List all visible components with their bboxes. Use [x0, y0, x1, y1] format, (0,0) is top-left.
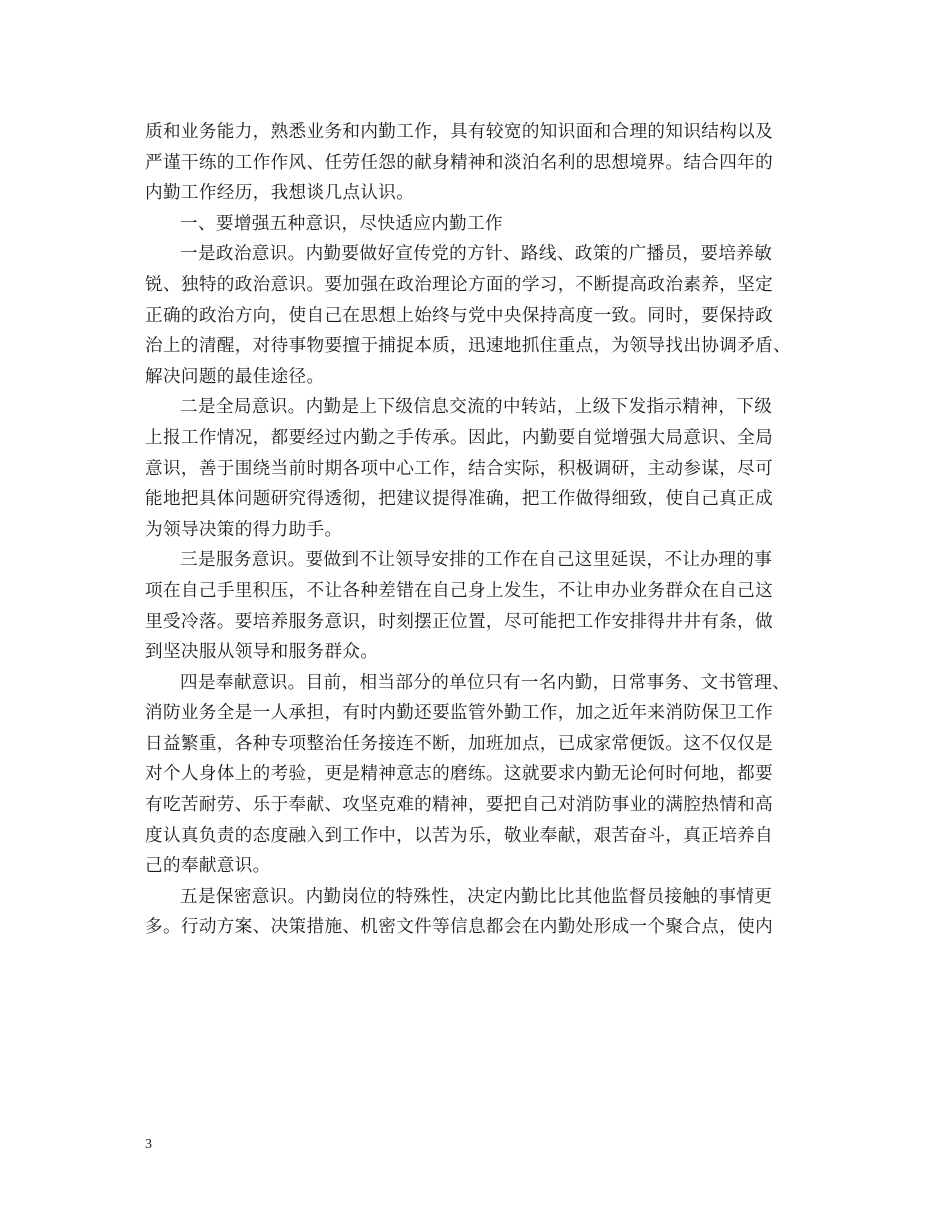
text-line: 治上的清醒，对待事物要擅于捕捉本质，迅速地抓住重点，为领导找出协调矛盾、	[145, 336, 791, 357]
text-line: 质和业务能力，熟悉业务和内勤工作，具有较宽的知识面和合理的知识结构以及	[145, 122, 774, 142]
text-line: 内勤工作经历，我想谈几点认识。	[145, 183, 415, 204]
text-line: 三是服务意识。要做到不让领导安排的工作在自己这里延误，不让办理的事	[180, 550, 773, 571]
text-line: 项在自己手里积压，不让各种差错在自己身上发生，不让申办业务群众在自己这	[145, 580, 774, 601]
text-line: 里受冷落。要培养服务意识，时刻摆正位置，尽可能把工作安排得井井有条，做	[145, 611, 774, 632]
text-line: 对个人身体上的考验，更是精神意志的磨练。这就要求内勤无论何时何地，都要	[145, 764, 774, 785]
text-line: 意识，善于围绕当前时期各项中心工作，结合实际，积极调研，主动参谋，尽可	[145, 458, 774, 479]
text-line: 多。行动方案、决策措施、机密文件等信息都会在内勤处形成一个聚合点，使内	[145, 917, 774, 938]
page-number: 3	[145, 1137, 152, 1152]
text-line: 正确的政治方向，使自己在思想上始终与党中央保持高度一致。同时，要保持政	[145, 305, 774, 326]
text-line: 到坚决服从领导和服务群众。	[145, 642, 379, 663]
text-line: 二是全局意识。内勤是上下级信息交流的中转站，上级下发指示精神，下级	[180, 397, 773, 418]
text-line: 解决问题的最佳途径。	[145, 366, 325, 387]
text-line: 有吃苦耐劳、乐于奉献、攻坚克难的精神，要把自己对消防事业的满腔热情和高	[145, 795, 774, 816]
text-line: 能地把具体问题研究得透彻，把建议提得准确，把工作做得细致，使自己真正成	[145, 489, 774, 510]
text-line: 上报工作情况，都要经过内勤之手传承。因此，内勤要自觉增强大局意识、全局	[145, 427, 774, 448]
text-line: 四是奉献意识。目前，相当部分的单位只有一名内勤，日常事务、文书管理、	[180, 672, 791, 693]
text-line: 度认真负责的态度融入到工作中，以苦为乐，敬业奉献，艰苦奋斗，真正培养自	[145, 825, 774, 846]
text-line: 消防业务全是一人承担，有时内勤还要监管外勤工作，加之近年来消防保卫工作	[145, 703, 774, 724]
text-line: 己的奉献意识。	[145, 856, 271, 877]
text-line: 严谨干练的工作作风、任劳任怨的献身精神和淡泊名利的思想境界。结合四年的	[145, 152, 774, 173]
text-line: 五是保密意识。内勤岗位的特殊性，决定内勤比比其他监督员接触的事情更	[180, 886, 773, 907]
body-text	[145, 117, 810, 943]
text-line: 一是政治意识。内勤要做好宣传党的方针、路线、政策的广播员，要培养敏	[180, 244, 773, 265]
text-line: 锐、独特的政治意识。要加强在政治理论方面的学习，不断提高政治素养，坚定	[145, 274, 774, 295]
text-line: 一、要增强五种意识，尽快适应内勤工作	[180, 213, 503, 234]
text-line: 日益繁重，各种专项整治任务接连不断，加班加点，已成家常便饭。这不仅仅是	[145, 733, 774, 754]
text-line: 为领导决策的得力助手。	[145, 519, 343, 540]
